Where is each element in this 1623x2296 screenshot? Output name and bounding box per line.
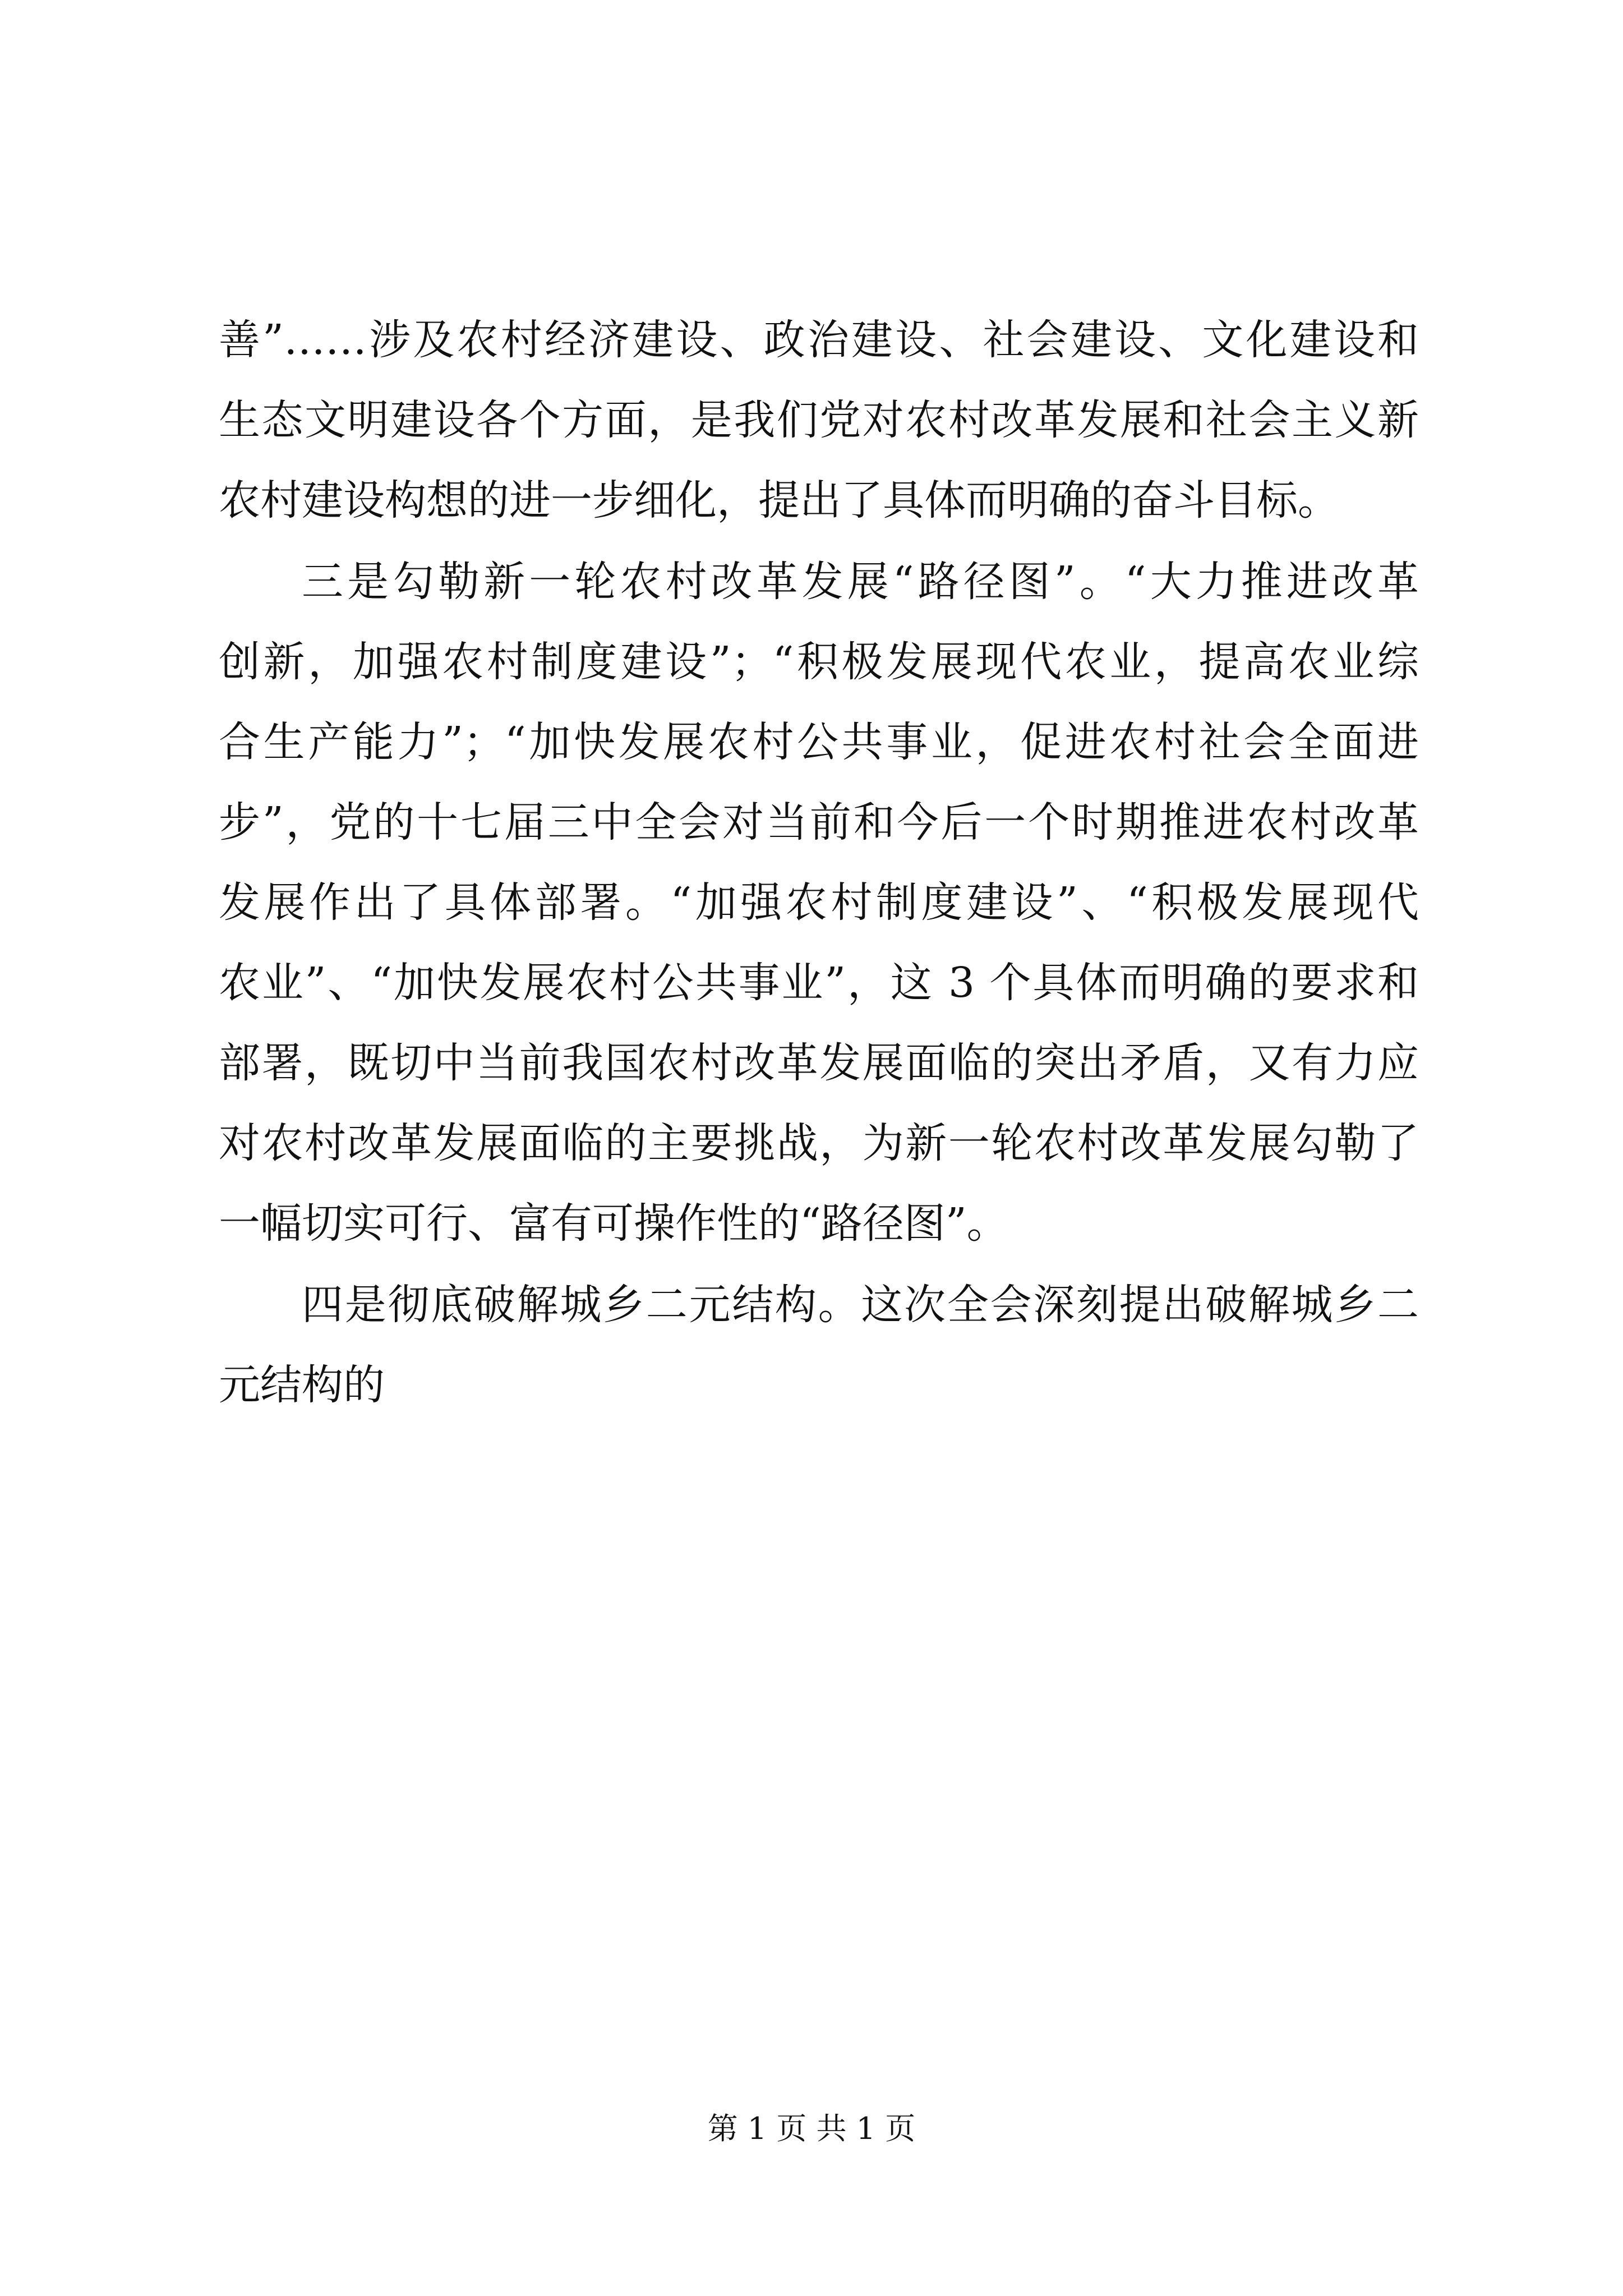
paragraph-line: 发展作出了具体部署。“加强农村制度建设”、“积极发展现代 bbox=[219, 878, 1419, 927]
document-body bbox=[219, 300, 1419, 1425]
page-number-footer: 第 1 页 共 1 页 bbox=[707, 2111, 916, 2146]
paragraph-line: 四是彻底破解城乡二元结构。这次全会深刻提出破解城乡二 bbox=[302, 1281, 1419, 1329]
paragraph-line: 创新，加强农村制度建设”；“积极发展现代农业，提高农业综 bbox=[219, 638, 1419, 686]
paragraph-line: 生态文明建设各个方面，是我们党对农村改革发展和社会主义新 bbox=[219, 396, 1419, 444]
paragraph-line: 三是勾勒新一轮农村改革发展“路径图”。“大力推进改革 bbox=[302, 558, 1419, 606]
paragraph-line: 元结构的 bbox=[219, 1361, 385, 1409]
paragraph-line: 一幅切实可行、富有可操作性的“路径图”。 bbox=[219, 1199, 1008, 1248]
paragraph-1 bbox=[219, 300, 1419, 541]
paragraph-line: 农业”、“加快发展农村公共事业”，这 3 个具体而明确的要求和 bbox=[219, 959, 1419, 1007]
paragraph-line: 合生产能力”；“加快发展农村公共事业，促进农村社会全面进 bbox=[219, 718, 1419, 766]
paragraph-line: 善”……涉及农村经济建设、政治建设、社会建设、文化建设和 bbox=[219, 316, 1419, 364]
paragraph-3 bbox=[219, 1265, 1419, 1425]
paragraph-2 bbox=[219, 542, 1419, 1264]
paragraph-line: 部署，既切中当前我国农村改革发展面临的突出矛盾，又有力应 bbox=[219, 1039, 1419, 1087]
paragraph-line: 步”，党的十七届三中全会对当前和今后一个时期推进农村改革 bbox=[219, 798, 1419, 846]
paragraph-line: 对农村改革发展面临的主要挑战，为新一轮农村改革发展勾勒了 bbox=[219, 1119, 1419, 1167]
paragraph-line: 农村建设构想的进一步细化，提出了具体而明确的奋斗目标。 bbox=[219, 476, 1339, 524]
